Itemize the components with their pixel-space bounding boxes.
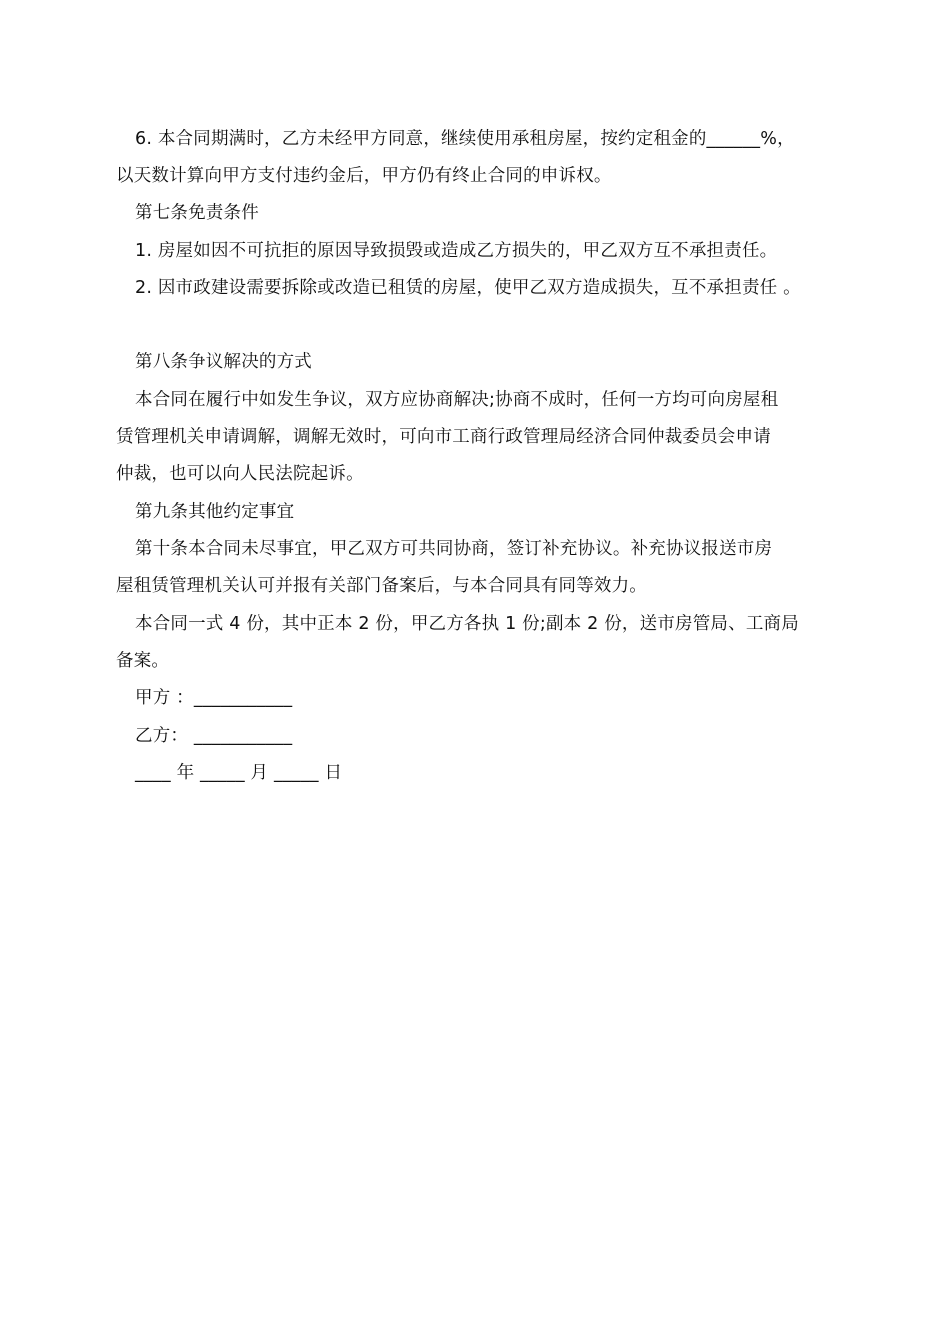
- article-9-heading: 第九条其他约定事宜: [135, 502, 295, 522]
- article-8-heading: 第八条争议解决的方式: [135, 352, 312, 372]
- copies-line-2: 备案。: [116, 651, 170, 671]
- article-10-line-2: 屋租赁管理机关认可并报有关部门备案后，与本合同具有同等效力。: [116, 576, 647, 596]
- copies-line-1: 本合同一式 4 份，其中正本 2 份，甲乙方各执 1 份;副本 2 份，送市房管局、工商局: [135, 614, 799, 634]
- article-8-line-1: 本合同在履行中如发生争议，双方应协商解决;协商不成时，任何一方均可向房屋租: [135, 390, 779, 410]
- article-7-item-1: 1. 房屋如因不可抗拒的原因导致损毁或造成乙方损失的，甲乙双方互不承担责任。: [135, 241, 778, 261]
- clause-6-line-2: 以天数计算向甲方支付违约金后，甲方仍有终止合同的申诉权。: [116, 166, 612, 186]
- article-8-line-3: 仲裁，也可以向人民法院起诉。: [116, 464, 364, 484]
- article-10-line-1: 第十条本合同未尽事宜，甲乙双方可共同协商，签订补充协议。补充协议报送市房: [135, 539, 773, 559]
- article-8-line-2: 赁管理机关申请调解，调解无效时，可向市工商行政管理局经济合同仲裁委员会申请: [116, 427, 771, 447]
- signing-date: ____ 年 _____ 月 _____ 日: [135, 763, 343, 783]
- clause-6-line-1: 6. 本合同期满时，乙方未经甲方同意，继续使用承租房屋，按约定租金的______%，: [135, 129, 795, 149]
- party-b-signature: 乙方： ___________: [135, 726, 293, 746]
- party-a-signature: 甲方 ：___________: [135, 688, 293, 708]
- article-7-item-2: 2. 因市政建设需要拆除或改造已租赁的房屋，使甲乙双方造成损失，互不承担责任 。: [135, 278, 801, 298]
- article-7-heading: 第七条免责条件: [135, 203, 259, 223]
